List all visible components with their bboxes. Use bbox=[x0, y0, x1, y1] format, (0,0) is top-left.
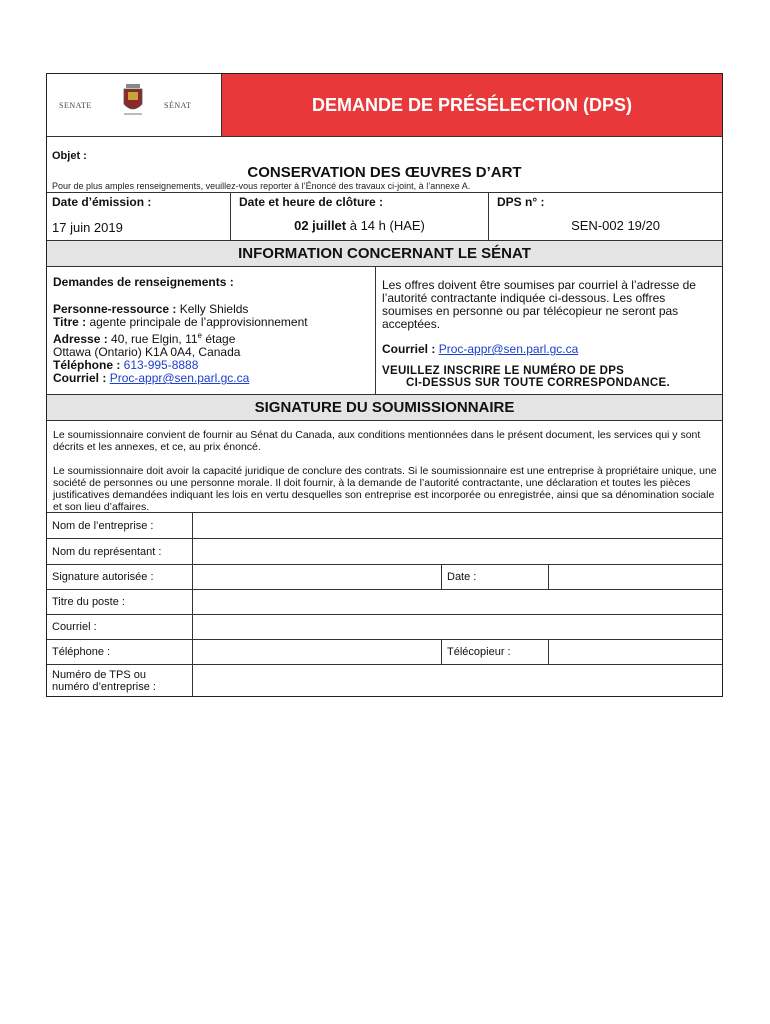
email-link[interactable]: Proc-appr@sen.parl.gc.ca bbox=[109, 371, 250, 385]
title-value: agente principale de l’approvisionnement bbox=[86, 315, 308, 329]
email-row bbox=[47, 615, 722, 640]
dates-row bbox=[47, 193, 722, 241]
cloture-label: Date et heure de clôture : bbox=[239, 195, 384, 209]
crest-icon bbox=[122, 84, 144, 118]
phone-value: 613-995-8888 bbox=[120, 358, 199, 372]
email-line bbox=[53, 372, 308, 385]
form-title: DEMANDE DE PRÉSÉLECTION (DPS) bbox=[222, 74, 722, 136]
objet-value: CONSERVATION DES ŒUVRES D’ART bbox=[247, 164, 522, 181]
address-floor: étage bbox=[202, 332, 236, 346]
company-label: Nom de l’entreprise : bbox=[47, 513, 193, 538]
info-heading-text: INFORMATION CONCERNANT LE SÉNAT bbox=[238, 245, 531, 262]
objet-label: Objet : bbox=[52, 150, 87, 162]
contact-label: Personne-ressource : bbox=[53, 302, 177, 316]
cloture-cell bbox=[231, 193, 489, 240]
signature-text-row bbox=[47, 421, 722, 513]
address-line2: Ottawa (Ontario) K1A 0A4, Canada bbox=[53, 345, 241, 359]
address-value: 40, rue Elgin, 11 bbox=[107, 332, 198, 346]
info-right bbox=[376, 267, 722, 394]
phone-label: Téléphone : bbox=[53, 358, 121, 372]
company-input[interactable] bbox=[193, 513, 722, 538]
dps-cell bbox=[489, 193, 722, 240]
address-line bbox=[53, 329, 308, 346]
job-row bbox=[47, 590, 722, 615]
logo-senat-text: SÉNAT bbox=[164, 101, 192, 110]
emission-label: Date d’émission : bbox=[52, 195, 152, 209]
dps-value: SEN-002 19/20 bbox=[571, 218, 660, 233]
gst-label bbox=[47, 665, 193, 696]
cloture-value bbox=[231, 218, 488, 233]
address-label: Adresse : bbox=[53, 332, 108, 346]
emission-cell bbox=[47, 193, 231, 240]
phone-row bbox=[47, 640, 722, 665]
notice-line2: CI-DESSUS SUR TOUTE CORRESPONDANCE. bbox=[406, 377, 670, 389]
phone-input[interactable] bbox=[193, 640, 442, 664]
info-heading bbox=[47, 241, 722, 267]
job-input[interactable] bbox=[193, 590, 722, 614]
gst-row bbox=[47, 665, 722, 696]
info-left bbox=[47, 267, 376, 394]
date-input[interactable] bbox=[549, 565, 722, 589]
dps-label: DPS n° : bbox=[497, 195, 545, 209]
fax-label: Télécopieur : bbox=[442, 640, 549, 664]
email2-line bbox=[382, 343, 578, 356]
rep-input[interactable] bbox=[193, 539, 722, 564]
email2-link[interactable]: Proc-appr@sen.parl.gc.ca bbox=[438, 342, 579, 356]
rep-label: Nom du représentant : bbox=[47, 539, 193, 564]
signature-para1: Le soumissionnaire convient de fournir au Sénat du Canada, aux conditions mentionnées dans le présent document, les services qui y sont décrits et les annexes, et ce, au prix énoncé. bbox=[53, 429, 701, 453]
senate-logo bbox=[47, 74, 222, 136]
email-label: Courriel : bbox=[53, 371, 107, 385]
rep-row bbox=[47, 539, 722, 565]
signature-heading bbox=[47, 395, 722, 421]
notice-line1: VEUILLEZ INSCRIRE LE NUMÉRO DE DPS bbox=[382, 365, 625, 377]
fax-input[interactable] bbox=[549, 640, 722, 664]
cloture-time: à 14 h (HAE) bbox=[346, 218, 425, 233]
header-row bbox=[47, 74, 722, 137]
sig-input[interactable] bbox=[193, 565, 442, 589]
gst-label-line2: numéro d’entreprise : bbox=[52, 681, 156, 693]
address-sup: e bbox=[197, 331, 202, 340]
objet-note: Pour de plus amples renseignements, veuillez-vous reporter à l’Énoncé des travaux ci-joint, à l’annexe A. bbox=[52, 181, 471, 191]
signature-para2: Le soumissionnaire doit avoir la capacité juridique de conclure des contrats. Si le soumissionnaire est une entreprise à propriétaire unique, une société de personnes ou une personne morale. Il doit fournir, à la demande de l’autorité contractante, une déclaration et toutes les pièces justificatives demandées indiquant les lois en vertu desquelles son entreprise est incorporée ou enregistrée, ainsi que sa dénomination sociale et son lieu d’affaires. bbox=[53, 465, 717, 513]
sig-label: Signature autorisée : bbox=[47, 565, 193, 589]
job-label: Titre du poste : bbox=[47, 590, 193, 614]
phone-field-label: Téléphone : bbox=[47, 640, 193, 664]
info-row bbox=[47, 267, 722, 395]
title-label: Titre : bbox=[53, 315, 87, 329]
company-row bbox=[47, 513, 722, 539]
notice-block bbox=[382, 365, 670, 389]
requests-label: Demandes de renseignements : bbox=[53, 275, 234, 289]
gst-label-line1: Numéro de TPS ou bbox=[52, 669, 146, 681]
cloture-date: 02 juillet bbox=[294, 218, 347, 233]
signature-heading-text: SIGNATURE DU SOUMISSIONNAIRE bbox=[254, 399, 515, 416]
date-label: Date : bbox=[442, 565, 549, 589]
gst-input[interactable] bbox=[193, 665, 722, 696]
logo-senate-text: SENATE bbox=[59, 101, 92, 110]
dps-form bbox=[46, 73, 723, 697]
email-field-label: Courriel : bbox=[47, 615, 193, 639]
email-input[interactable] bbox=[193, 615, 722, 639]
emission-value: 17 juin 2019 bbox=[52, 220, 123, 235]
objet-row bbox=[47, 137, 722, 193]
contact-value: Kelly Shields bbox=[176, 302, 249, 316]
sig-row bbox=[47, 565, 722, 590]
contact-block bbox=[53, 303, 308, 385]
title-line bbox=[53, 316, 308, 329]
email2-label: Courriel : bbox=[382, 342, 436, 356]
offers-text: Les offres doivent être soumises par courriel à l’adresse de l’autorité contractante indiquée ci-dessous. Les offres soumises en personne ou par télécopieur ne seront pas acceptées. bbox=[382, 278, 696, 331]
